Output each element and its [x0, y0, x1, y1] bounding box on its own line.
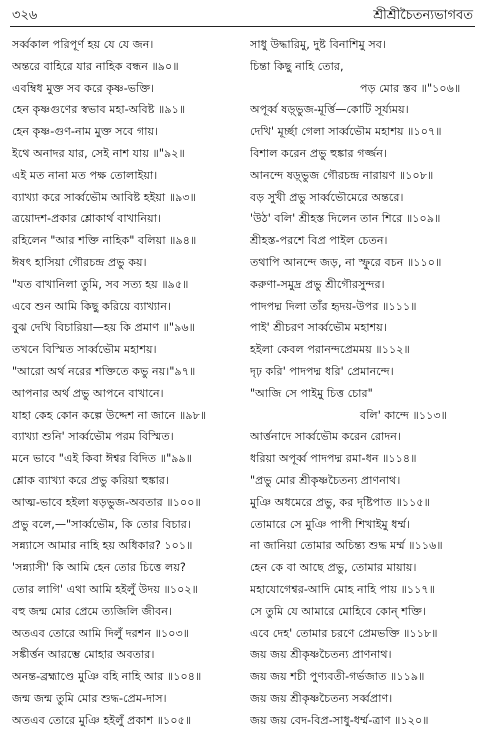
verse-line: ত্রয়োদশ-প্রকার শ্লোকার্থ বাখানিয়া। [12, 212, 161, 226]
verse-line: আত্ম-ভাবে হইলা ষড়ভুজ-অবতার ॥১০০॥ [12, 495, 201, 509]
verse-line: অতএব তোরে আমি দিলুঁ দরশন ॥১০৩॥ [12, 626, 190, 640]
verse-line: প্রভু বলে,—"সার্ব্বভৌম, কি তোর বিচার। [12, 517, 191, 531]
verse-line: পাই' শ্রীচরণ সার্ব্বভৌম মহাশয়। [250, 321, 387, 335]
verse-line: অনন্ত-ব্রহ্মাণ্ডে মুঞি বহি নাহি আর ॥১০৪॥ [12, 670, 202, 684]
verse-line: আর্ত্তনাদে সার্ব্বভৌম করেন রোদন। [250, 430, 401, 444]
verse-line: সঙ্কীর্ত্তন আরম্ভে মোহার অবতার। [12, 648, 155, 662]
verse-line: মনে ভাবে "এই কিবা ঈশ্বর বিদিত ॥"৯৯॥ [12, 452, 193, 466]
verse-line: হেন কৃষ্ণ-গুণ-নাম মুক্ত সবে গায়। [12, 125, 159, 139]
verse-line: 'উঠ' বলি' শ্রীহস্ত দিলেন তান শিরে ॥১০৯॥ [250, 212, 441, 226]
verse-line: হেন কে বা আছে প্রভু, তোমার মায়ায়। [250, 561, 417, 575]
verse-line: দেখি' মূর্চ্ছা গেলা সার্ব্বভৌম মহাশয় ॥১০৭॥ [250, 125, 442, 139]
verse-line: সন্ন্যাসে আমার নাহি হয় অধিকার? ১০১॥ [12, 539, 193, 553]
verse-line: মহাযোগেশ্বর-আদি মোহ নাহি পায় ॥১১৭॥ [250, 582, 436, 596]
verse-line: সর্ব্বকাল পরিপূর্ণ হয় যে যে জন। [12, 38, 154, 51]
verse-line: যাহা কেহ কোন কল্পে উদ্দেশ না জানে ॥৯৮॥ [12, 408, 207, 422]
verse-line: "আজি সে পাইমু চিত্ত চোর" [250, 386, 373, 400]
verse-line: তথাপি আনন্দে জড়, না স্ফুরে বচন ॥১১০॥ [250, 255, 442, 269]
verse-line: হেন কৃষ্ণগুণের স্বভাব মহা-অবিষ্ট ॥৯১॥ [12, 103, 186, 117]
verse-line: "আরো অর্থ নরের শক্তিতে কভু নয়।"৯৭॥ [12, 364, 196, 378]
verse-line: এবে দেহ' তোমার চরণে প্রেমভক্তি ॥১১৮॥ [250, 626, 438, 640]
verse-line: তোর লাগি' এথা আমি হইলুঁ উদয় ॥১০২॥ [12, 582, 198, 596]
verse-line: "প্রভু মোর শ্রীকৃষ্ণচৈতন্য প্রাণনাথ। [250, 473, 401, 487]
verse-line: সাধু উদ্ধারিমু, দুষ্ট বিনাশিমু সব। [250, 38, 386, 51]
verse-line: তোমারে সে মুঞি পাপী শিখাইমু ধর্ম্ম। [250, 517, 410, 531]
verse-line: আনন্দে ষড়্ভুজ গৌরচন্দ্র নারায়ণ ॥১০৮॥ [250, 168, 434, 182]
verse-line: সে তুমি যে আমারে মোহিবে কোন্ শক্তি। [250, 604, 426, 618]
right-verse-column [250, 34, 478, 732]
verse-line: বহু জন্ম মোর প্রেমে ত্যজিলি জীবন। [12, 604, 172, 618]
verse-line: অতএব তোরে মুঞি হইলুঁ প্রকাশ ॥১০৫॥ [12, 713, 192, 727]
header-rule [10, 26, 475, 27]
verse-line: আপনার অর্থ প্রভু আপনে বাখানে। [12, 386, 164, 400]
verse-line: করুণা-সমুদ্র প্রভু শ্রীগৌরসুন্দর। [250, 277, 385, 291]
verse-line: চিন্তা কিছু নাহি তোর, [250, 59, 344, 73]
verse-line: বিশাল করেন প্রভু হুঙ্কার গর্জ্জন। [250, 146, 387, 160]
verse-line: জয় জয় শ্রীকৃষ্ণচৈতন্য প্রাণনাথ। [250, 648, 392, 662]
verse-line: তখনে বিস্মিত সার্ব্বভৌম মহাশয়। [12, 343, 157, 357]
verse-line: এবে শুন আমি কিছু করিয়ে ব্যাখ্যান। [12, 299, 172, 313]
verse-line: রহিলেন "আর শক্তি নাহিক" বলিয়া ॥৯৪॥ [12, 234, 197, 248]
verse-line: শ্লোক ব্যাখ্যা করে প্রভু করিয়া হুঙ্কার। [12, 473, 169, 487]
verse-line: এই মত নানা মত পক্ষ তোলাইয়া। [12, 168, 158, 182]
page-number: ৩২৬ [12, 8, 38, 23]
verse-line: ব্যাখ্যা করে সার্ব্বভৌম আবিষ্ট হইয়া ॥৯৩॥ [12, 190, 197, 204]
verse-line: পাদপদ্ম দিলা তাঁর হৃদয়-উপর ॥১১১॥ [250, 299, 417, 313]
verse-line: ঈষৎ হাসিয়া গৌরচন্দ্র প্রভু কয়। [12, 255, 147, 269]
verse-line: ইথে অনাদর যার, সেই নাশ যায় ॥"৯২॥ [12, 146, 185, 160]
left-verse-column [12, 34, 240, 732]
verse-line: এবম্বিধ মুক্ত সব করে কৃষ্ণ-ভক্তি। [12, 81, 155, 95]
verse-line: জয় জয় বেদ-বিপ্র-সাধু-ধর্ম্ম-ত্রাণ ॥১২০॥ [250, 713, 429, 727]
verse-line: শ্রীহস্ত-পরশে বিপ্র পাইল চেতন। [250, 234, 388, 248]
running-title: শ্রীশ্রীচৈতন্যভাগবত [373, 8, 473, 23]
verse-line: মুঞি অধমেরে প্রভু, কর দৃষ্টিপাত ॥১১৫॥ [250, 495, 430, 509]
page-header [0, 4, 485, 26]
verse-line: 'সন্ন্যাসী' কি আমি হেন তোর চিত্তে লয়? [12, 561, 186, 575]
verse-line: ধরিয়া অপূর্ব্ব পাদপদ্ম রমা-ধন ॥১১৪॥ [250, 452, 417, 466]
verse-line: জন্ম জন্ম তুমি মোর শুদ্ধ-প্রেম-দাস। [12, 691, 167, 705]
verse-line: বড় সুখী প্রভু সার্ব্বভৌমেরে অন্তরে। [250, 190, 404, 204]
verse-line: "যত বাখানিলা তুমি, সব সত্য হয় ॥৯৫॥ [12, 277, 189, 291]
verse-line: ব্যাখ্যা শুনি' সার্ব্বভৌম পরম বিস্মিত। [12, 430, 174, 444]
verse-line: অন্তরে বাহিরে যার নাহিক বন্ধন ॥৯০॥ [12, 59, 179, 73]
verse-line: জয় জয় শ্রীকৃষ্ণচৈতন্য সর্ব্বপ্রাণ। [250, 691, 393, 705]
verse-line: না জানিয়া তোমার অচিন্ত্য শুদ্ধ মর্ম্ম ॥১১৬॥ [250, 539, 443, 553]
verse-line: হইলা কেবল পরানন্দপ্রেমময় ॥১১২॥ [250, 343, 410, 357]
verse-line: অপূর্ব্ব ষড়্ভুজ-মূর্ত্তি—কোটি সূর্য্যময়। [250, 103, 409, 117]
verse-line: বুঝ দেখি বিচারিয়া—হয় কি প্রমাণ ॥"৯৬॥ [12, 321, 195, 335]
verse-line: পড় মোর স্তব ॥"১০৬॥ [360, 81, 461, 95]
verse-line: বলি' কান্দে ॥১১৩॥ [360, 408, 447, 422]
verse-line: জয় জয় শচী পুণ্যবতী-গর্ভজাত ॥১১৯॥ [250, 670, 425, 684]
verse-line: দৃঢ় করি' পাদপদ্ম ধরি' প্রেমানন্দে। [250, 364, 394, 378]
